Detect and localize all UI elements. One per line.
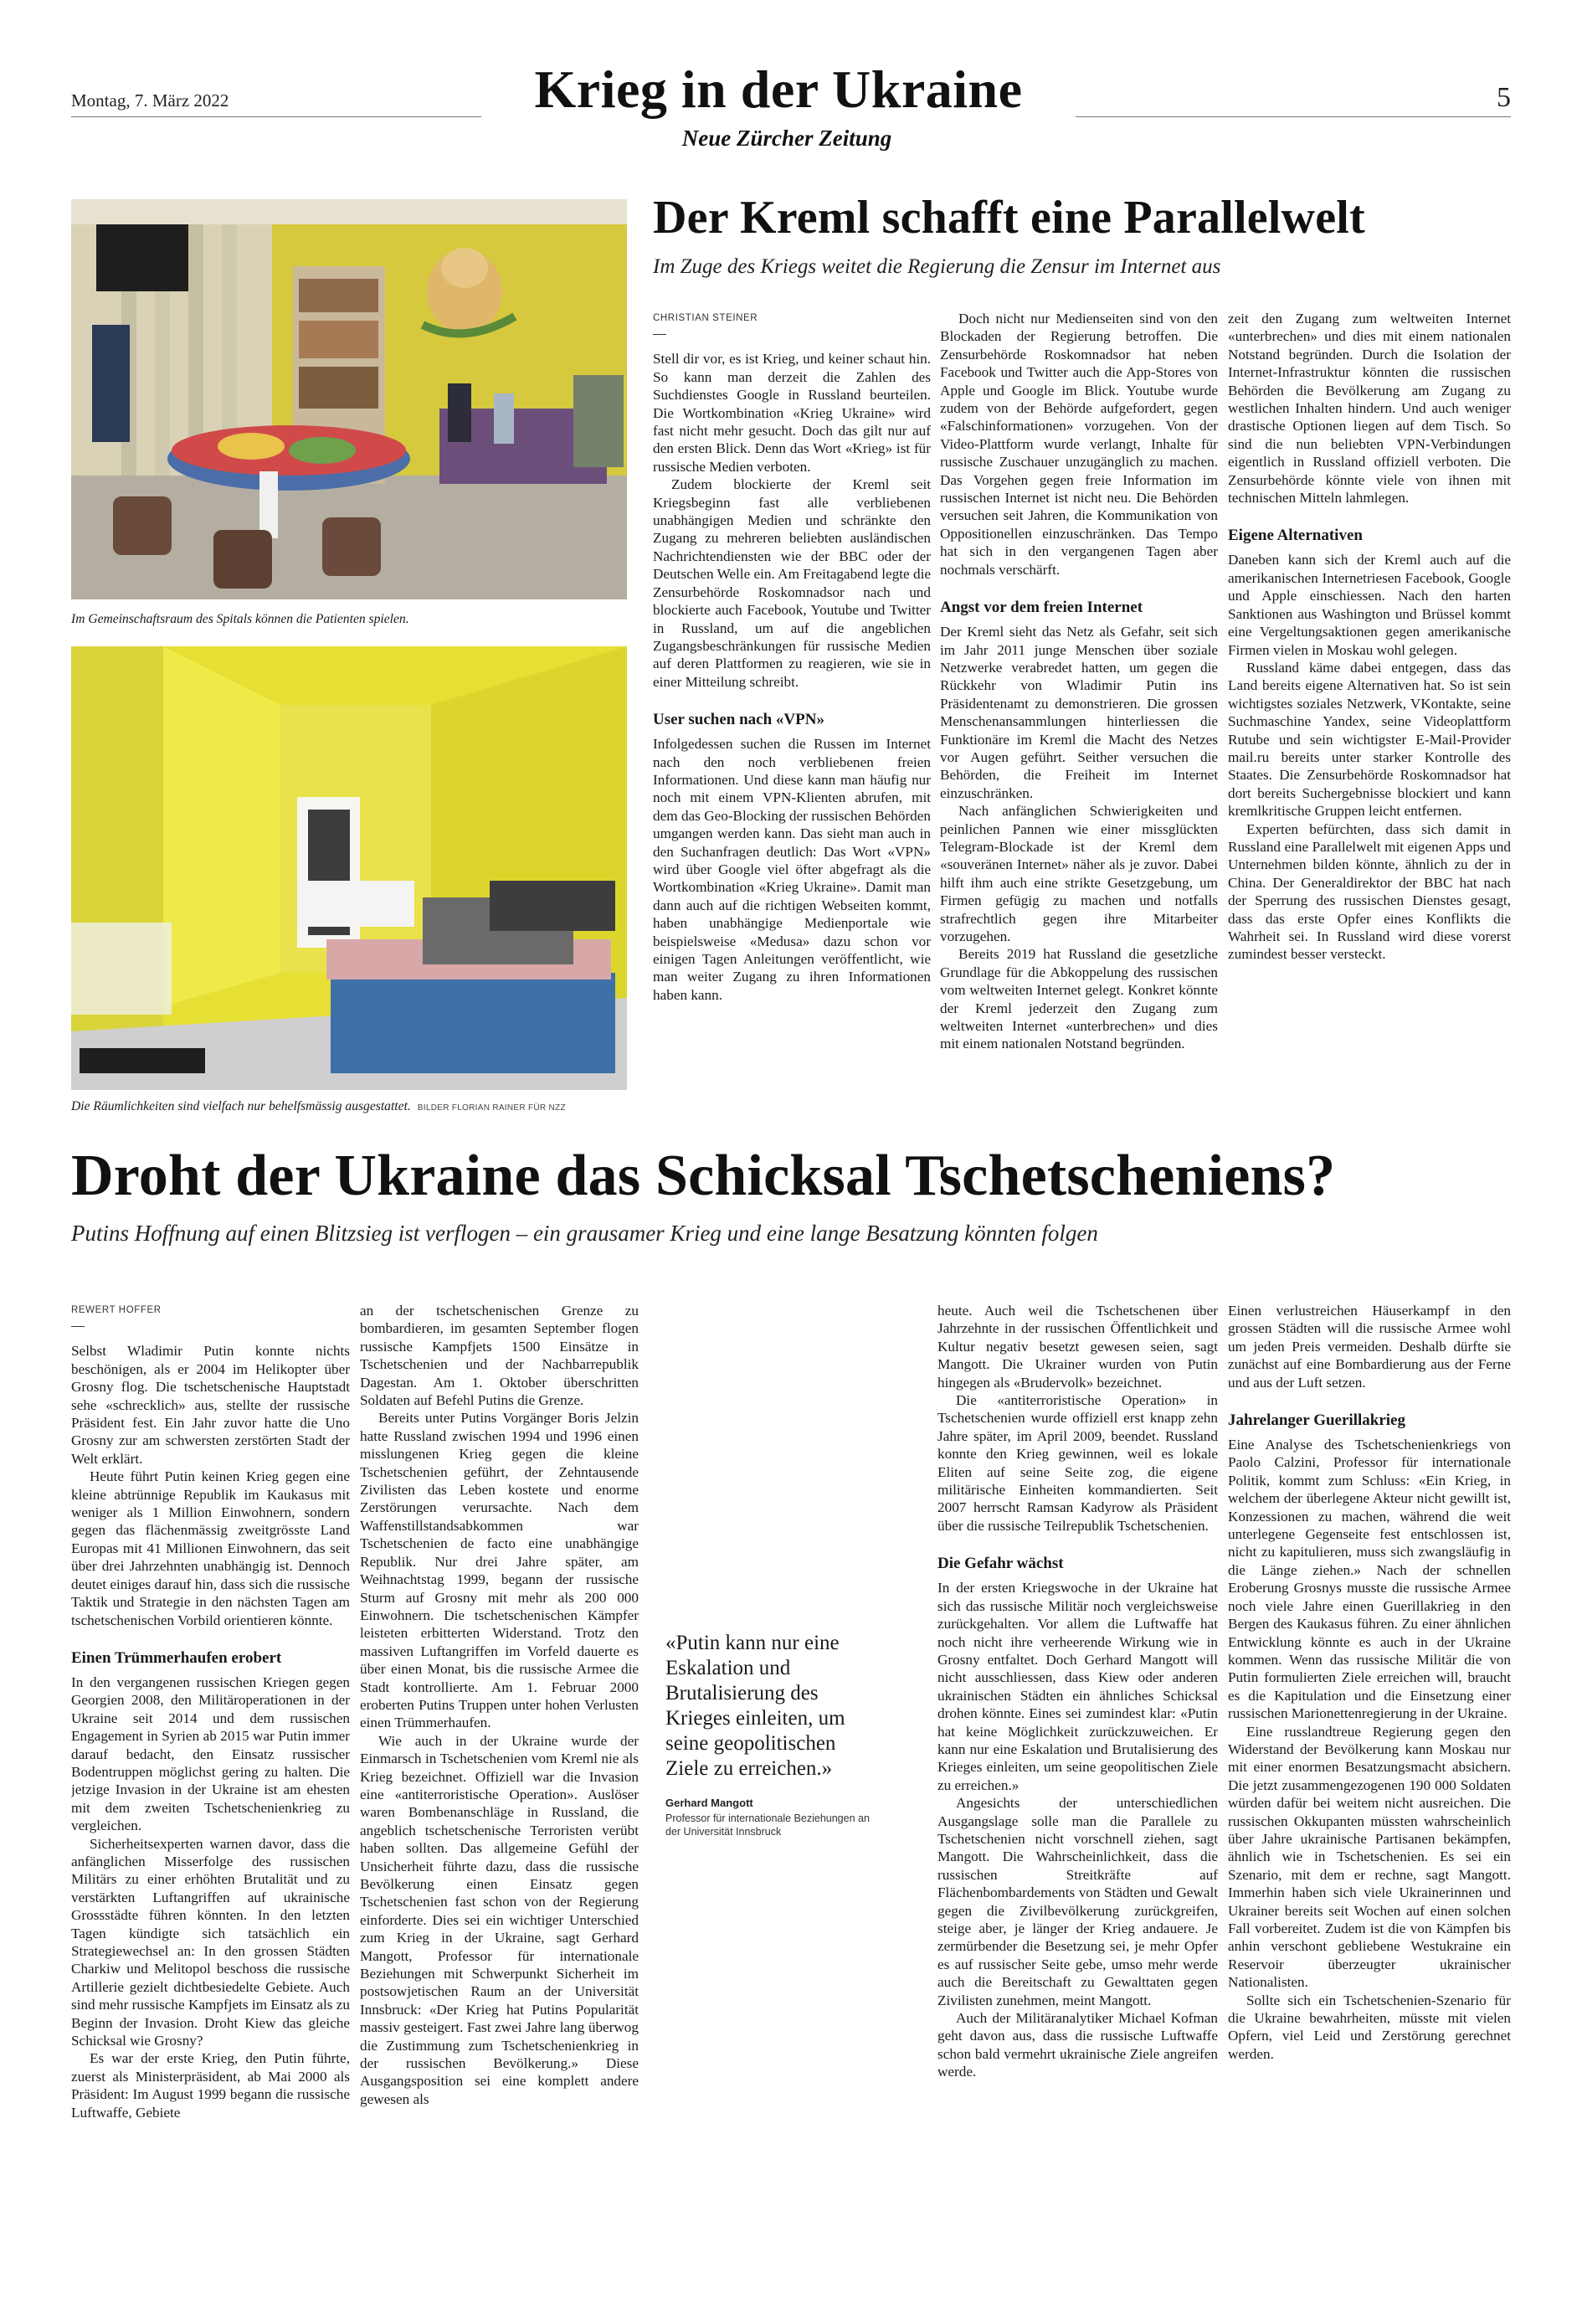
article2-author: REWERT HOFFER [71, 1305, 162, 1315]
quote-author: Gerhard Mangott [665, 1797, 753, 1809]
paragraph: an der tschetschenischen Grenze zu bombardieren, im gesamten September flogen russische Kampfjets 1500 Einsätze in Tschetschenien und der Nachbarrepublik Dagestan. Am 1. Oktober überschritten Soldaten auf Befehl Putins die Grenze. [360, 1303, 639, 1409]
article1-title: Der Kreml schafft eine Parallelwelt [653, 192, 1365, 244]
masthead [0, 0, 1582, 167]
paragraph: Eine russlandtreue Regierung gegen den Widerstand der Bevölkerung kann Moskau nur mit einer enormen Besatzungsmacht absichern. Die jetzt zusammengezogenen 190 000 Soldaten würden dafür bei weitem nicht ausreichen. Die russischen Okkupanten müssten wahrscheinlich über Jahre ukrainische Partisanen bekämpfen, ähnlich wie in Tschetschenien. Es sei ein Szenario, mit dem er rechne, sagt Mangott. Immerhin haben sich viele Ukrainerinnen und Ukrainer bereits seit Wochen auf einen solchen Fall vorbereitet. Zudem ist die von Kämpfen bis anhin verschont gebliebene Westukraine ein Reservoir überzeugter ukrainischer Nationalisten. [1228, 1723, 1511, 1991]
issue-date: Montag, 7. März 2022 [71, 90, 229, 111]
subheading: Angst vor dem freien Internet [940, 599, 1143, 617]
paragraph: Daneben kann sich der Kreml auch auf die amerikanischen Internetriesen Facebook, Google und Apple einschiessen. Nach den harten Sanktionen aus Washington und Brüssel kommt eine Vergeltungsaktionen gegen amerikanische Firmen vielen in Moskau wohl gelegen. [1228, 552, 1511, 658]
subheading: Jahrelanger Guerillakrieg [1228, 1411, 1405, 1430]
rule-left [71, 116, 481, 117]
paragraph: Heute führt Putin keinen Krieg gegen eine kleine abtrünnige Republik im Kaukasus mit weniger als 1 Million Einwohnern, sondern gegen das flächenmässig zweitgrösste Land Europas mit 41 Millionen Einwohnern, das seit über drei Jahrzehnten unabhängig ist. Dennoch deutet einiges darauf hin, dass sich die russische Taktik und Strategie in den nächsten Tagen am tschetschenischen Vorbild orientieren könnte. [71, 1468, 350, 1628]
byline-dash [71, 1326, 85, 1327]
quote-author-role: Professor für internationale Beziehungen an der Universität Innsbruck [665, 1812, 870, 1838]
photo-caption-2 [71, 1098, 640, 1116]
newspaper-logo: Neue Zürcher Zeitung [681, 126, 892, 151]
pull-quote [665, 1631, 883, 1838]
paragraph: In der ersten Kriegswoche in der Ukraine hat sich das russische Militär noch vergleichsweise zurückgehalten. Vor allem die Luftwaffe hat noch nicht ihre verheerende Wirkung wie in Grosny entfaltet. Doch Gerhard Mangott will nicht ausschliessen, dass Kiew oder anderen ukrainischen Städten ein ähnliches Schicksal drohen könnte. Eines sei zumindest klar: «Putin hat keine Möglichkeit zurückzuweichen. Er kann nur eine Eskalation und Brutalisierung des Krieges einleiten, um seine geopolitischen Ziele zu erreichen.» [937, 1580, 1218, 1793]
paragraph: Auch der Militäranalytiker Michael Kofman geht davon aus, dass die russische Luftwaffe schon bald vermehrt ukrainische Ziele angreifen werde. [937, 2010, 1218, 2080]
article2-column-2 [360, 1302, 639, 2306]
paragraph: zeit den Zugang zum weltweiten Internet «unterbrechen» und dies mit einem nationalen Notstand begründen. Durch die Isolation der Internet-Infrastruktur könnten die russischen Behörden die Bevölkerung am Zugang zu westlichen Inhalten hindern. Und auch weniger drastische Optionen liegen auf dem Tisch. So sind die nun beliebten VPN-Verbindungen eigentlich in Russland offiziell verboten. Die Zensurbehörde könnte viele von ihnen mit technischen Mitteln lahmlegen. [1228, 311, 1511, 506]
article1-lead: Im Zuge des Kriegs weitet die Regierung die Zensur im Internet aus [653, 255, 1221, 278]
article2-column-4 [1228, 1302, 1511, 2306]
paragraph: Stell dir vor, es ist Krieg, und keiner schaut hin. So kann man derzeit die Zahlen des Suchdienstes Google in Russland beurteilen. Die Wortkombination «Krieg Ukraine» wird fast nicht mehr gesucht. Doch das gilt nur auf den ersten Blick. Denn das Wort «Krieg» ist für russische Medien verboten. [653, 351, 931, 475]
playroom-illustration [71, 199, 627, 599]
paragraph: Wie auch in der Ukraine wurde der Einmarsch in Tschetschenien vom Kreml nie als Krieg bezeichnet. Offiziell war die Invasion eine «antiterroristische Operation». Auslöser waren Bombenanschläge in Russland, die angeblich tschetschenische Terroristen verübt haben sollten. Das allgemeine Gefühl der Unsicherheit führte dazu, dass die russische Bevölkerung einen Einsatz gegen Tschetschenien fast schon von der Regierung einforderte. Dies sei ein wichtiger Unterschied zum Krieg in der Ukraine, sagt Gerhard Mangott, Professor für internationale Beziehungen mit Schwerpunkt Sicherheit im postsowjetischen Raum an der Universität Innsbruck: «Der Krieg hat Putins Popularität massiv gesteigert. Fast zwei Jahre lang überwog die Zustimmung zum Tschetschenienkrieg in der russischen Bevölkerung.» Diese Ausgangsposition sei eine komplett andere gewesen als [360, 1732, 639, 2107]
paragraph: Sollte sich ein Tschetschenien-Szenario für die Ukraine bewahrheiten, müsste mit vielen Opfern, viel Leid und Zerstörung gerechnet werden. [1228, 1992, 1511, 2062]
page-number: 5 [1497, 82, 1511, 113]
paragraph: Zudem blockierte der Kreml seit Kriegsbeginn fast alle verbliebenen unabhängigen Medien und schränkte den Zugang zu mehreren beliebten ausländischen Nachrichtendiensten wie der BBC oder der Deutschen Welle ein. Am Freitagabend legte die Zensurbehörde Roskomnadsor nach und blockierte auch Facebook, Youtube und Twitter in Russland, um auf die angeblichen Zugangsbeschränkungen für russische Medien auf deren Plattformen zu reagieren, wie sie in einer Mitteilung schreibt. [653, 476, 931, 690]
article2-lead: Putins Hoffnung auf einen Blitzsieg ist verflogen – ein grausamer Krieg und eine lange Besatzung könnten folgen [71, 1221, 1098, 1246]
article2-title: Droht der Ukraine das Schicksal Tschetscheniens? [71, 1144, 1336, 1208]
paragraph: Nach anfänglichen Schwierigkeiten und peinlichen Pannen wie einer missglückten Telegram-Blockade ist der Kreml dem «souveränen Internet» näher als je zuvor. Dabei hilft ihm auch eine strikte Gesetzgebung, um Firmen gefügig zu machen und notfalls strafrechtlich gegen ihre Mitarbeiter vorzugehen. [940, 803, 1218, 944]
article1-column-2 [940, 310, 1218, 1101]
paragraph: Bereits 2019 hat Russland die gesetzliche Grundlage für die Abkoppelung des russischen vom weltweiten Internet gelegt. Konkret könnte der Kreml jederzeit den Zugang zum weltweiten Internet «unterbrechen» und dies mit einem nationalen Notstand begründen. [940, 946, 1218, 1052]
article2-column-1 [71, 1302, 350, 2306]
paragraph: Es war der erste Krieg, den Putin führte, zuerst als Ministerpräsident, ab Mai 2000 als Präsident: Im August 1999 begann die russische Luftwaffe, Gebiete [71, 2050, 350, 2121]
article2-column-3 [937, 1302, 1218, 2306]
paragraph: heute. Auch weil die Tschetschenen über Jahrzehnte in der russischen Öffentlichkeit und Kultur negativ besetzt gewesen seien, sagt Mangott. Die Ukrainer wurden von Putin hingegen als «Brudervolk» bezeichnet. [937, 1303, 1218, 1391]
article1-column-3 [1228, 310, 1511, 1101]
paragraph: Der Kreml sieht das Netz als Gefahr, seit sich im Jahr 2011 junge Menschen über soziale Netzwerke verabredet hatten, um gegen die Rückkehr von Wladimir Putin ins Präsidentenamt zu demonstrieren. Die grossen Menschenansammlungen hinterliessen die Funktionäre im Kreml die Macht des Netzes vor Augen geführt. Seither versuchen die Behörden, die Freiheit im Internet einzuschränken. [940, 624, 1218, 801]
rule-right [1076, 116, 1511, 117]
caption-text: Die Räumlichkeiten sind vielfach nur behelfsmässig ausgestattet. [71, 1099, 411, 1113]
paragraph: Angesichts der unterschiedlichen Ausgangslage solle man die Parallele zu Tschetschenien nicht vorschnell ziehen, sagt Mangott. Die Wahrscheinlichkeit, dass die russischen Streitkräfte auf Flächenbombardements von Städten und Gewalt gegen die Zivilbevölkerung zurückgreifen, steige aber, je länger der Krieg andauere. Je zermürbender die Besetzung sei, je mehr Opfer es auf russischer Seite gebe, umso mehr werde auch die Bereitschaft zu Gewalttaten gegen Zivilisten zunehmen, meint Mangott. [937, 1795, 1218, 2008]
subheading: Eigene Alternativen [1228, 527, 1363, 545]
hospital-playroom-photo [71, 199, 627, 599]
paragraph: Bereits unter Putins Vorgänger Boris Jelzin hatte Russland zwischen 1994 und 1996 einen misslungenen Krieg gegen die kleine Tschetschenien geführt, der Zehntausende Zivilisten das Leben kostete und enorme Zerstörungen verursachte. Nach dem Waffenstillstandsabkommen war Tschetschenien de facto eine unabhängige Republik. Nur drei Jahre später, am Weihnachtstag 1999, begann der russische Sturm auf Grosny mit mehr als 200 000 Einwohnern. Die tschetschenischen Kämpfer leisteten erbitterten Widerstand. Trotz den massiven Luftangriffen im Vorfeld dauerte es über einen Monat, bis die russische Armee die Stadt kontrollierte. Am 1. Februar 2000 eroberten Putins Truppen unter hohen Verlusten einen Trümmerhaufen. [360, 1410, 639, 1731]
byline-dash [653, 334, 666, 335]
paragraph: Infolgedessen suchen die Russen im Internet nach den noch verbliebenen freien Informationen. Und diese kann man häufig nur noch mit einem VPN-Klienten abrufen, mit dem das Geo-Blocking der russischen Behörden umgangen werden kann. Das sieht man auch in den Suchanfragen deutlich: Das Wort «VPN» wird über Google viel öfter abgefragt als die Wortkombination «Krieg Ukraine». Damit man dann auch auf die richtigen Webseiten kommt, haben unabhängige Medienportale wie beispielsweise «Medusa» dazu schon vor einigen Tagen Anleitungen veröffentlicht, wie man weiter Zugang zu ihren Informationen haben kann. [653, 736, 931, 1003]
subheading: Einen Trümmerhaufen erobert [71, 1648, 282, 1667]
paragraph: Experten befürchten, dass sich damit in Russland eine Parallelwelt mit eigenen Apps und Unternehmen bilden könnte, ähnlich zu der in China. Der Generaldirektor der BBC hat nach der Sperrung des russischen Dienstes gesagt, dass das erste Opfer eines Konflikts die Wahrheit sei. In Russland wird diese vorerst zumindest besser versteckt. [1228, 820, 1511, 963]
paragraph: Doch nicht nur Medienseiten sind von den Blockaden der Regierung betroffen. Die Zensurbehörde Roskomnadsor hat neben Facebook und Twitter auch die App-Stores von Apple und Google im Blick. Youtube wurde zudem von der Behörde aufgefordert, gegen «Falschinformationen» vorzugehen. Von der Video-Plattform wurde verlangt, Inhalte für russische Zuschauer unzugänglich zu machen. Das Vorgehen gegen freie Information im russischen Internet ist nicht neu. Die Behörden versuchen seit Jahren, die Kommunikation von Oppositionellen einzuschränken. Das Tempo hat sich in den vergangenen Tagen aber nochmals verschärft. [940, 311, 1218, 578]
section-title: Krieg in der Ukraine [534, 59, 1023, 119]
paragraph: In den vergangenen russischen Kriegen gegen Georgien 2008, den Militäroperationen in der Ukraine seit 2014 und dem russischen Engagement in Syrien ab 2015 war Putin immer darauf bedacht, den Einsatz russischer Bodentruppen möglichst gering zu halten. Die jetzige Invasion in der Ukraine ist am ehesten mit dem zweiten Tschetschenienkrieg zu vergleichen. [71, 1674, 350, 1834]
quote-text: «Putin kann nur eine Eskalation und Brutalisierung des Krieges einleiten, um seine geopolitischen Ziele zu erreichen.» [665, 1632, 845, 1780]
paragraph: Die «antiterroristische Operation» in Tschetschenien wurde offiziell erst knapp zehn Jahre später, im April 2009, beendet. Russland konnte den Krieg gewinnen, weil es lokale Eliten auf seine Seite zog, die eigene militärische Einheiten kommandierten. Seit 2007 herrscht Ramsan Kadyrow als Präsident über die russische Teilrepublik Tschetschenien. [937, 1392, 1218, 1534]
article1-author: CHRISTIAN STEINER [653, 313, 758, 323]
hospital-room-photo [71, 646, 627, 1090]
paragraph: Russland käme dabei entgegen, dass das Land bereits eigene Alternativen hat. So ist sein wichtigstes soziales Netzwerk, VKontakte, seine Suchmaschine Yandex, seine Videoplattform Rutube und sein wichtigster E-Mail-Provider mail.ru bereits unter starker Kontrolle des Staates. Die Zensurbehörde Roskomnadsor hat dort bereits Suchergebnisse blockiert und kann kremlkritische Gruppen leicht entfernen. [1228, 659, 1511, 820]
paragraph: Selbst Wladimir Putin konnte nichts beschönigen, als er 2004 im Helikopter über Grosny flog. Die tschetschenische Hauptstadt sehe «schrecklich» aus, stellte der russische Präsident fest. Ein Jahr zuvor hatte die Uno Grosny zur am schwersten zerstörten Stadt der Welt erklärt. [71, 1343, 350, 1467]
photo-caption-1: Im Gemeinschaftsraum des Spitals können die Patienten spielen. [71, 612, 409, 626]
subheading: User suchen nach «VPN» [653, 711, 824, 729]
paragraph: Eine Analyse des Tschetschenienkriegs von Paolo Calzini, Professor für internationale Politik, kommt zum Schluss: «Ein Krieg, in welchem der überlegene Akteur nicht gewillt ist, Konzessionen zu machen, während die weit unterlegene Gegenseite fest entschlossen ist, nicht zu kapitulieren, muss sich zwangsläufig in die Länge ziehen.» Nach der schnellen Eroberung Grosnys musste die russische Armee noch viele Jahre einen Guerillakrieg in den Bergen des Kaukasus führen. Zu einer ähnlichen Entwicklung könnte es auch in der Ukraine kommen. Wenn das russische Militär die von Putin formulierten Ziele erreichen will, braucht es die Kapitulation und die Einsetzung einer russischen Marionettenregierung in der Ukraine. [1228, 1437, 1511, 1722]
paragraph: Sicherheitsexperten warnen davor, dass die anfänglichen Misserfolge des russischen Militärs zu einer erhöhten Brutalität und zu verstärkten Luftangriffen auf ukrainische Grossstädte führen könnten. In den letzten Tagen kündigte sich tatsächlich ein Strategiewechsel an: In den grossen Städten Charkiw und Melitopol beschoss die russische Artillerie gezielt dichtbesiedelte Gebiete. Auch sind mehr russische Kampfjets im Einsatz als zu Beginn der Invasion. Droht Kiew das gleiche Schicksal wie Grosny? [71, 1835, 350, 2049]
room-illustration [71, 646, 627, 1090]
subheading: Die Gefahr wächst [937, 1555, 1064, 1573]
paragraph: Einen verlustreichen Häuserkampf in den grossen Städten will die russische Armee wohl um jeden Preis vermeiden. Deshalb dürfte sie zunächst auf eine Bombardierung aus der Ferne und aus der Luft setzen. [1228, 1303, 1511, 1391]
article1-column-1 [653, 310, 931, 1101]
photo-credit: BILDER FLORIAN RAINER FÜR NZZ [417, 1103, 566, 1113]
